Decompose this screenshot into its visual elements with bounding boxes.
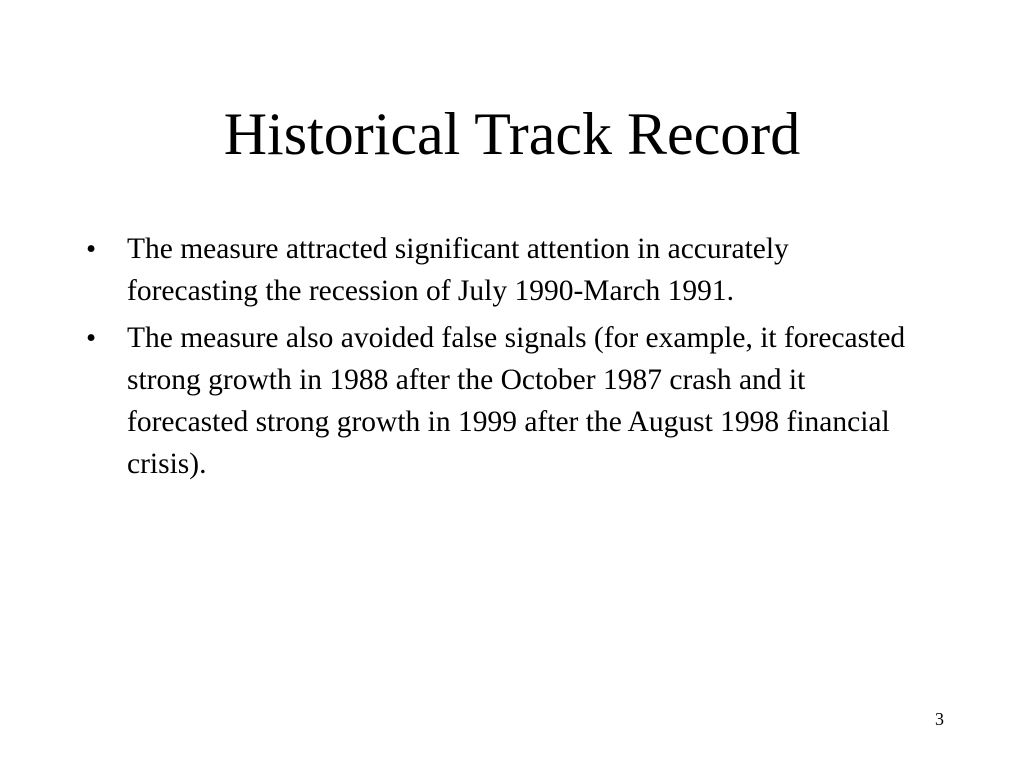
bullet-marker: •	[86, 233, 97, 265]
bullet-text: The measure also avoided false signals (for example, it forecasted strong growth in 1988 after the October 1987 crash and it forecasted strong growth in 1999 after the August 1998 financial crisis).	[127, 322, 906, 480]
slide-title: Historical Track Record	[223, 101, 801, 167]
page-number: 3	[935, 709, 944, 729]
bullet-marker: •	[86, 322, 97, 354]
bullet-item-1	[82, 228, 912, 312]
bullet-item-2	[82, 317, 912, 485]
bullet-text: The measure attracted significant attention in accurately forecasting the recession of July 1990-March 1991.	[127, 233, 789, 307]
bullet-list	[82, 228, 912, 490]
